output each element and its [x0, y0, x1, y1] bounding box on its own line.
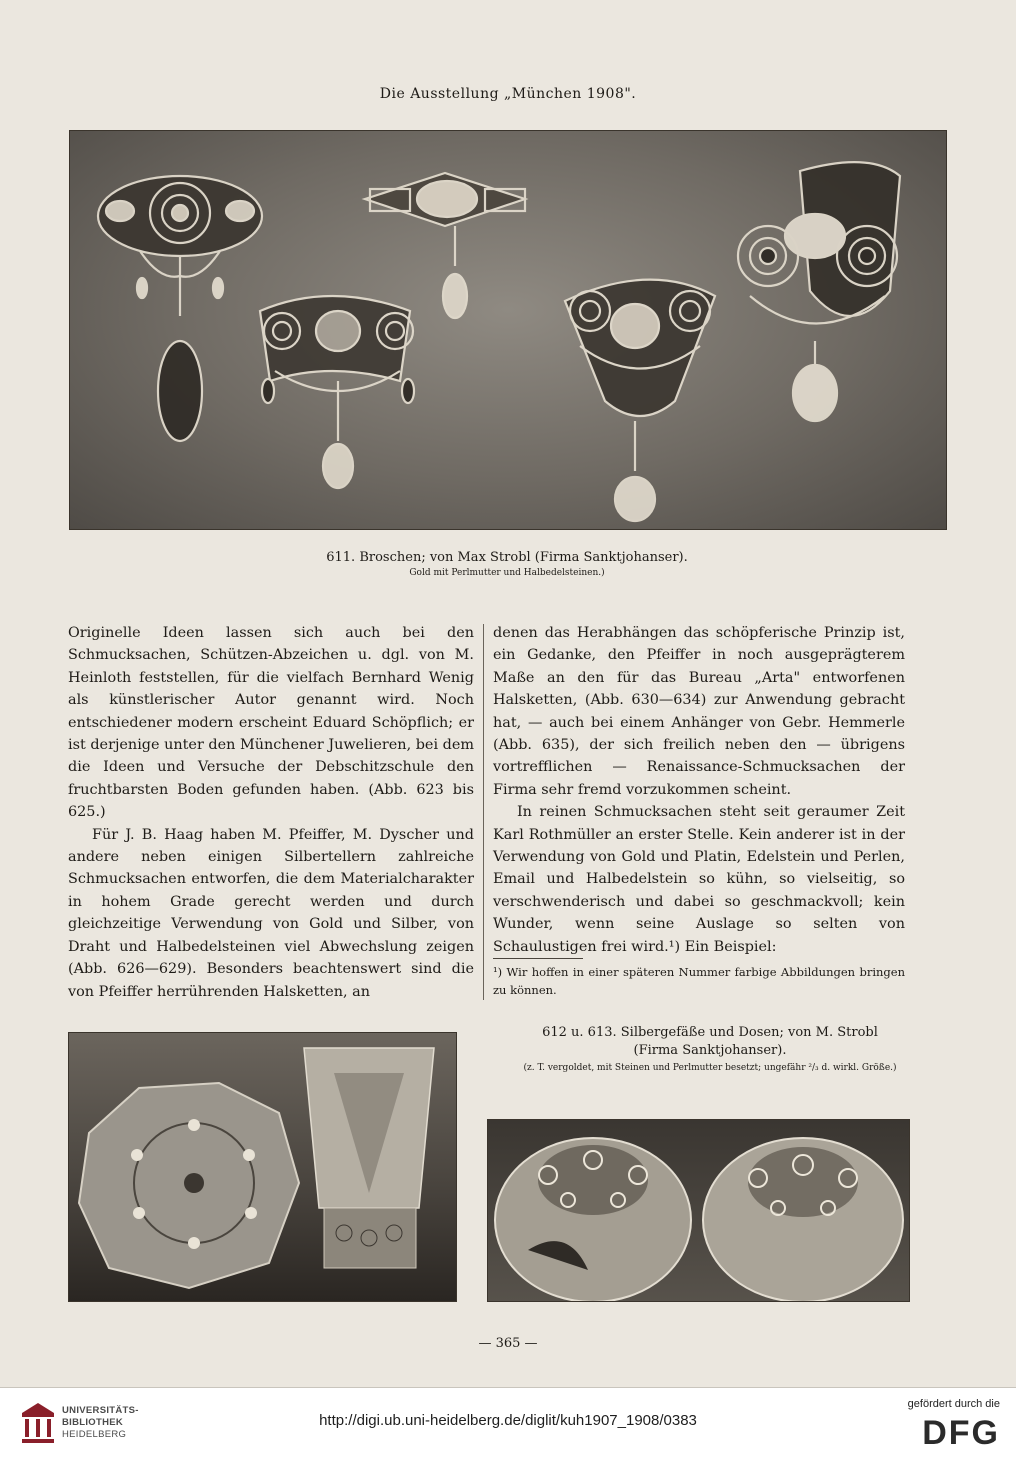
running-title: Die Ausstellung „München 1908".: [379, 86, 637, 102]
column-divider: [483, 624, 484, 1000]
text-column-left: [68, 622, 474, 1003]
footnote-rule: [493, 958, 583, 959]
dfg-logo: DFG: [922, 1414, 1000, 1452]
silver-vessels-photograph: [68, 1032, 457, 1302]
figure-612-caption-line-3: (z. T. vergoldet, mit Steinen und Perlmutter besetzt; ungefähr ²/₃ d. wirkl. Größe.): [523, 1063, 897, 1073]
library-line-2: BIBLIOTHEK: [62, 1417, 124, 1428]
footnote: ¹) Wir hoffen in einer späteren Nummer farbige Abbildungen bringen zu können.: [493, 965, 905, 997]
funding-note: gefördert durch die: [907, 1398, 1000, 1410]
paragraph: Für J. B. Haag haben M. Pfeiffer, M. Dyscher und andere neben einigen Silbertellern zahlreiche Schmucksachen entworfen, die dem Materialcharakter in hohem Grade gerecht werden und durch gleichzeitige Verwendung von Gold und Silber, von Draht und Halbedelsteinen viel Abwechslung zeigen (Abb. 626—629). Besonders beachtenswert sind die von Pfeiffer herrührenden Halsketten, an: [68, 826, 474, 1000]
figure-611-subcaption: Gold mit Perlmutter und Halbedelsteinen.): [409, 568, 605, 578]
figure-612-613-caption: [510, 1024, 910, 1075]
permalink-url[interactable]: http://digi.ub.uni-heidelberg.de/diglit/kuh1907_1908/0383: [319, 1412, 697, 1429]
figure-611-caption: [69, 550, 945, 578]
brooches-photograph: [69, 130, 947, 530]
paragraph: Originelle Ideen lassen sich auch bei den Schmucksachen, Schützen-Abzeichen u. dgl. von M. Heinloth feststellen, für die vielfach Bernhard Wenig als künstlerischer Autor genannt wird. Noch entschiedener modern erscheint Eduard Schöpflich; er ist derjenige unter den Münchener Juwelieren, bei dem die Ideen und Versuche der Debschitzschule den fruchtbarsten Boden gefunden haben. (Abb. 623 bis 625.): [68, 625, 475, 821]
figure-611-number: 611.: [326, 550, 356, 565]
paragraph: In reinen Schmucksachen steht seit geraumer Zeit Karl Rothmüller an erster Stelle. Kein anderer ist in der Verwendung von Gold und Platin, Edelstein und Perlen, Email und Halbedelstein so kühn, so vielseitig, so verschwenderisch und dabei so geschmackvoll; kein Wunder, wenn seine Auslage so selten von Schaulustigen frei wird.¹) Ein Beispiel:: [493, 804, 905, 955]
silver-boxes-photograph: [487, 1119, 910, 1302]
figure-612-caption-line-1: 612 u. 613. Silbergefäße und Dosen; von M. Strobl: [542, 1025, 878, 1040]
page-number: — 365 —: [478, 1336, 538, 1351]
library-line-3: HEIDELBERG: [62, 1429, 127, 1440]
digitization-footer: [0, 1387, 1016, 1460]
figure-612-caption-line-2: (Firma Sanktjohanser).: [633, 1043, 787, 1058]
figure-611-title: Broschen; von Max Strobl (Firma Sanktjohanser).: [359, 550, 688, 565]
text-column-right: [493, 622, 905, 958]
library-line-1: UNIVERSITÄTS-: [62, 1405, 139, 1416]
paragraph: denen das Herabhängen das schöpferische Prinzip ist, ein Gedanke, den Pfeiffer in noch ausgeprägterem Maße an den für das Bureau „Arta" entworfenen Halsketten, (Abb. 630—634) zur Anwendung gebracht hat, — auch bei einem Anhänger von Gebr. Hemmerle (Abb. 635), der sich freilich neben den — übrigens vortrefflichen — Renaissance-Schmucksachen der Firma sehr fremd vorzukommen scheint.: [493, 625, 905, 798]
